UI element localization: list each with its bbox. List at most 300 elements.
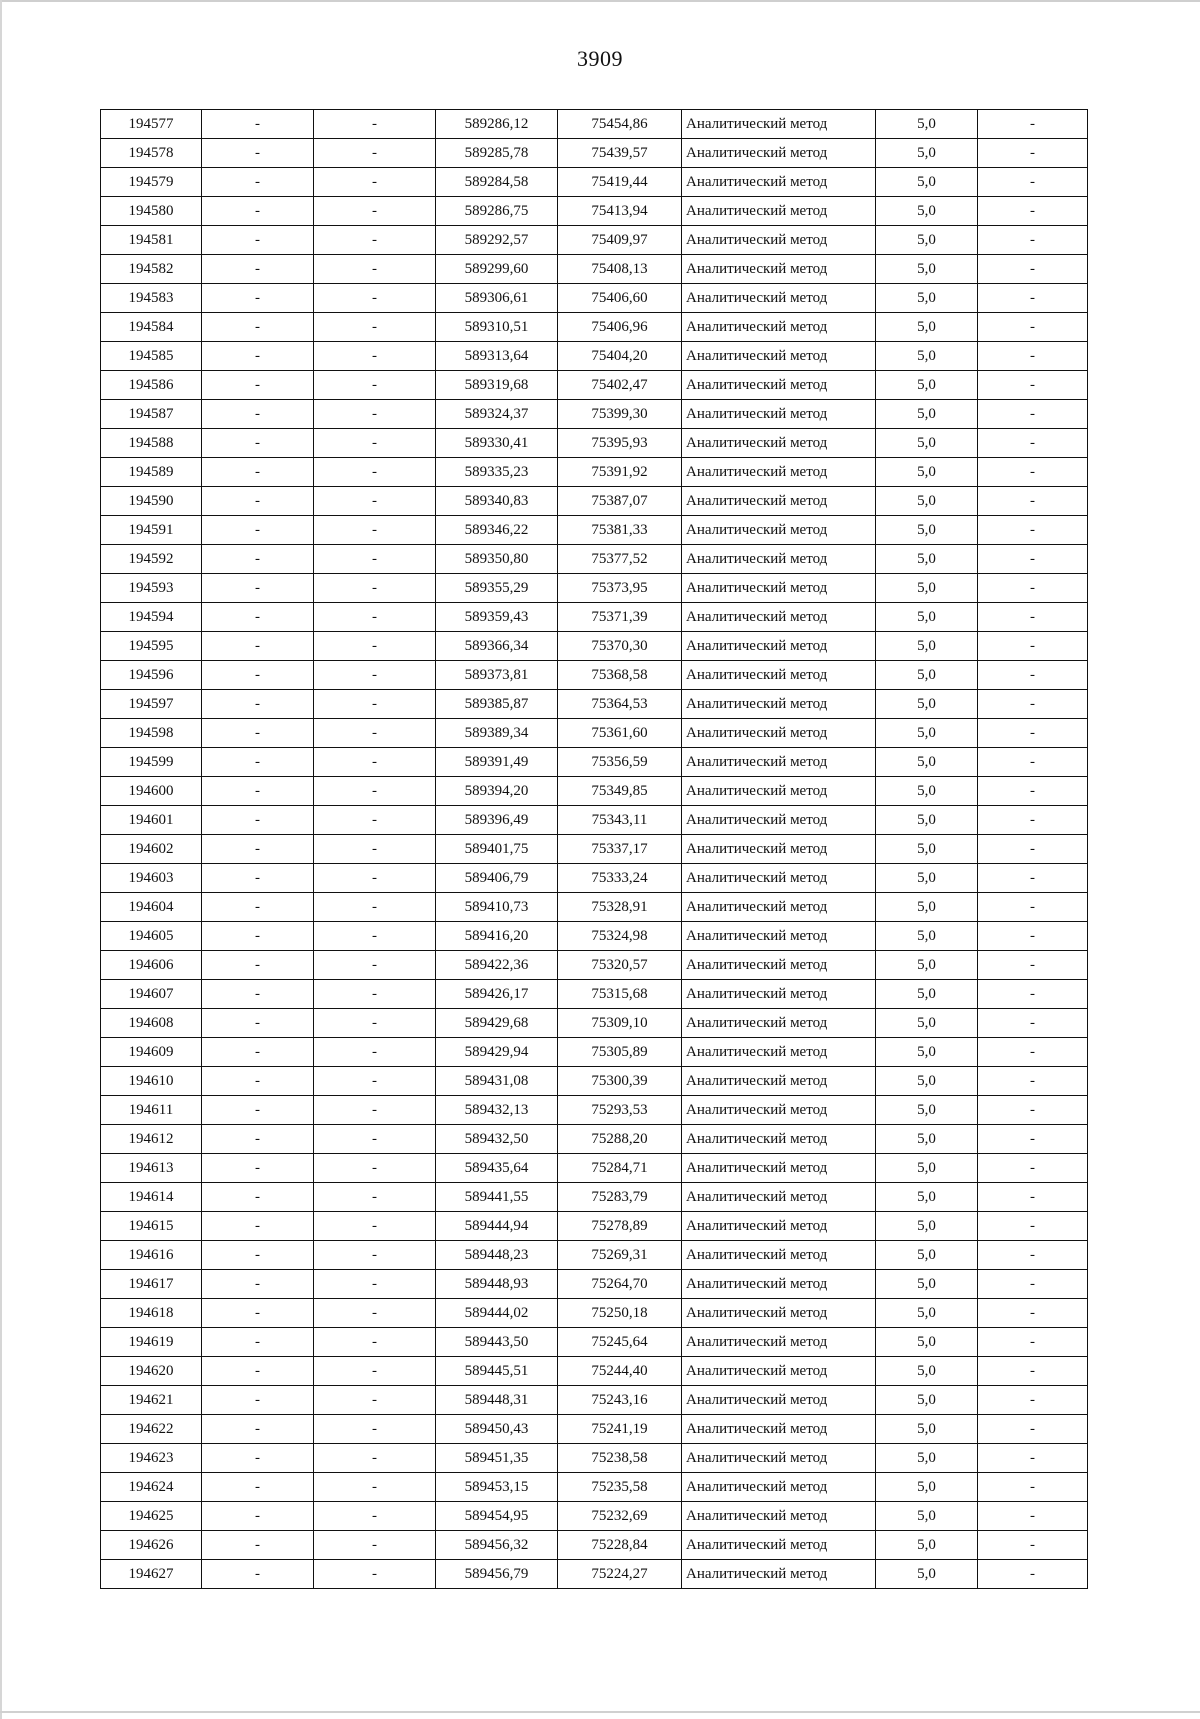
- table-row: [101, 603, 1088, 632]
- method-cell: Аналитический метод: [682, 342, 876, 371]
- page-number: 3909: [577, 46, 623, 71]
- point-number-cell: 194597: [101, 690, 202, 719]
- accuracy-cell: 5,0: [876, 1473, 978, 1502]
- col3-cell: -: [314, 139, 436, 168]
- accuracy-cell: 5,0: [876, 1444, 978, 1473]
- point-number-cell: 194612: [101, 1125, 202, 1154]
- table-body: [101, 110, 1088, 1589]
- col2-cell: -: [202, 632, 314, 661]
- x-coordinate-cell: 589431,08: [436, 1067, 558, 1096]
- col2-cell: -: [202, 951, 314, 980]
- point-number-cell: 194587: [101, 400, 202, 429]
- table-row: [101, 661, 1088, 690]
- col2-cell: -: [202, 400, 314, 429]
- point-number-cell: 194589: [101, 458, 202, 487]
- table-row: [101, 632, 1088, 661]
- col3-cell: -: [314, 255, 436, 284]
- accuracy-cell: 5,0: [876, 226, 978, 255]
- x-coordinate-cell: 589292,57: [436, 226, 558, 255]
- method-cell: Аналитический метод: [682, 632, 876, 661]
- table-row: [101, 1096, 1088, 1125]
- col3-cell: -: [314, 371, 436, 400]
- x-coordinate-cell: 589324,37: [436, 400, 558, 429]
- accuracy-cell: 5,0: [876, 400, 978, 429]
- table-row: [101, 1473, 1088, 1502]
- col3-cell: -: [314, 487, 436, 516]
- method-cell: Аналитический метод: [682, 922, 876, 951]
- x-coordinate-cell: 589448,93: [436, 1270, 558, 1299]
- x-coordinate-cell: 589373,81: [436, 661, 558, 690]
- x-coordinate-cell: 589330,41: [436, 429, 558, 458]
- col8-cell: -: [978, 284, 1088, 313]
- accuracy-cell: 5,0: [876, 1212, 978, 1241]
- col2-cell: -: [202, 1415, 314, 1444]
- point-number-cell: 194601: [101, 806, 202, 835]
- method-cell: Аналитический метод: [682, 516, 876, 545]
- x-coordinate-cell: 589448,23: [436, 1241, 558, 1270]
- accuracy-cell: 5,0: [876, 1096, 978, 1125]
- col8-cell: -: [978, 197, 1088, 226]
- col8-cell: -: [978, 1328, 1088, 1357]
- method-cell: Аналитический метод: [682, 284, 876, 313]
- accuracy-cell: 5,0: [876, 864, 978, 893]
- accuracy-cell: 5,0: [876, 1502, 978, 1531]
- col3-cell: -: [314, 1473, 436, 1502]
- col2-cell: -: [202, 545, 314, 574]
- method-cell: Аналитический метод: [682, 139, 876, 168]
- point-number-cell: 194619: [101, 1328, 202, 1357]
- col2-cell: -: [202, 1241, 314, 1270]
- table-row: [101, 197, 1088, 226]
- col2-cell: -: [202, 777, 314, 806]
- col2-cell: -: [202, 719, 314, 748]
- method-cell: Аналитический метод: [682, 197, 876, 226]
- y-coordinate-cell: 75439,57: [558, 139, 682, 168]
- x-coordinate-cell: 589401,75: [436, 835, 558, 864]
- col2-cell: -: [202, 458, 314, 487]
- point-number-cell: 194585: [101, 342, 202, 371]
- point-number-cell: 194621: [101, 1386, 202, 1415]
- table-row: [101, 284, 1088, 313]
- y-coordinate-cell: 75419,44: [558, 168, 682, 197]
- accuracy-cell: 5,0: [876, 980, 978, 1009]
- method-cell: Аналитический метод: [682, 1154, 876, 1183]
- table-row: [101, 922, 1088, 951]
- col8-cell: -: [978, 574, 1088, 603]
- point-number-cell: 194590: [101, 487, 202, 516]
- point-number-cell: 194596: [101, 661, 202, 690]
- point-number-cell: 194615: [101, 1212, 202, 1241]
- col8-cell: -: [978, 1357, 1088, 1386]
- x-coordinate-cell: 589306,61: [436, 284, 558, 313]
- col3-cell: -: [314, 632, 436, 661]
- x-coordinate-cell: 589435,64: [436, 1154, 558, 1183]
- method-cell: Аналитический метод: [682, 980, 876, 1009]
- col8-cell: -: [978, 835, 1088, 864]
- col8-cell: -: [978, 1444, 1088, 1473]
- accuracy-cell: 5,0: [876, 1328, 978, 1357]
- col2-cell: -: [202, 284, 314, 313]
- x-coordinate-cell: 589441,55: [436, 1183, 558, 1212]
- accuracy-cell: 5,0: [876, 661, 978, 690]
- method-cell: Аналитический метод: [682, 1009, 876, 1038]
- point-number-cell: 194606: [101, 951, 202, 980]
- accuracy-cell: 5,0: [876, 1154, 978, 1183]
- col3-cell: -: [314, 1096, 436, 1125]
- col2-cell: -: [202, 690, 314, 719]
- y-coordinate-cell: 75245,64: [558, 1328, 682, 1357]
- col8-cell: -: [978, 1270, 1088, 1299]
- col8-cell: -: [978, 719, 1088, 748]
- y-coordinate-cell: 75409,97: [558, 226, 682, 255]
- x-coordinate-cell: 589432,50: [436, 1125, 558, 1154]
- y-coordinate-cell: 75377,52: [558, 545, 682, 574]
- method-cell: Аналитический метод: [682, 545, 876, 574]
- method-cell: Аналитический метод: [682, 1328, 876, 1357]
- table-row: [101, 255, 1088, 284]
- point-number-cell: 194616: [101, 1241, 202, 1270]
- table-row: [101, 777, 1088, 806]
- accuracy-cell: 5,0: [876, 255, 978, 284]
- point-number-cell: 194577: [101, 110, 202, 139]
- accuracy-cell: 5,0: [876, 1125, 978, 1154]
- table-row: [101, 516, 1088, 545]
- x-coordinate-cell: 589429,68: [436, 1009, 558, 1038]
- y-coordinate-cell: 75337,17: [558, 835, 682, 864]
- col2-cell: -: [202, 342, 314, 371]
- point-number-cell: 194617: [101, 1270, 202, 1299]
- col2-cell: -: [202, 922, 314, 951]
- y-coordinate-cell: 75284,71: [558, 1154, 682, 1183]
- col3-cell: -: [314, 342, 436, 371]
- col3-cell: -: [314, 1067, 436, 1096]
- point-number-cell: 194610: [101, 1067, 202, 1096]
- col3-cell: -: [314, 516, 436, 545]
- col2-cell: -: [202, 1096, 314, 1125]
- accuracy-cell: 5,0: [876, 313, 978, 342]
- accuracy-cell: 5,0: [876, 777, 978, 806]
- col8-cell: -: [978, 1212, 1088, 1241]
- x-coordinate-cell: 589286,75: [436, 197, 558, 226]
- accuracy-cell: 5,0: [876, 487, 978, 516]
- accuracy-cell: 5,0: [876, 574, 978, 603]
- col8-cell: -: [978, 632, 1088, 661]
- method-cell: Аналитический метод: [682, 951, 876, 980]
- method-cell: Аналитический метод: [682, 487, 876, 516]
- accuracy-cell: 5,0: [876, 835, 978, 864]
- accuracy-cell: 5,0: [876, 922, 978, 951]
- col2-cell: -: [202, 487, 314, 516]
- point-number-cell: 194595: [101, 632, 202, 661]
- point-number-cell: 194584: [101, 313, 202, 342]
- method-cell: Аналитический метод: [682, 603, 876, 632]
- method-cell: Аналитический метод: [682, 893, 876, 922]
- x-coordinate-cell: 589284,58: [436, 168, 558, 197]
- col3-cell: -: [314, 719, 436, 748]
- table-row: [101, 719, 1088, 748]
- point-number-cell: 194599: [101, 748, 202, 777]
- x-coordinate-cell: 589444,02: [436, 1299, 558, 1328]
- accuracy-cell: 5,0: [876, 1560, 978, 1589]
- point-number-cell: 194609: [101, 1038, 202, 1067]
- y-coordinate-cell: 75238,58: [558, 1444, 682, 1473]
- y-coordinate-cell: 75406,60: [558, 284, 682, 313]
- y-coordinate-cell: 75356,59: [558, 748, 682, 777]
- table-row: [101, 1328, 1088, 1357]
- col2-cell: -: [202, 1009, 314, 1038]
- x-coordinate-cell: 589453,15: [436, 1473, 558, 1502]
- col8-cell: -: [978, 545, 1088, 574]
- table-row: [101, 371, 1088, 400]
- method-cell: Аналитический метод: [682, 1473, 876, 1502]
- y-coordinate-cell: 75264,70: [558, 1270, 682, 1299]
- x-coordinate-cell: 589359,43: [436, 603, 558, 632]
- method-cell: Аналитический метод: [682, 1560, 876, 1589]
- method-cell: Аналитический метод: [682, 661, 876, 690]
- point-number-cell: 194618: [101, 1299, 202, 1328]
- col2-cell: -: [202, 429, 314, 458]
- y-coordinate-cell: 75305,89: [558, 1038, 682, 1067]
- x-coordinate-cell: 589456,32: [436, 1531, 558, 1560]
- y-coordinate-cell: 75250,18: [558, 1299, 682, 1328]
- x-coordinate-cell: 589429,94: [436, 1038, 558, 1067]
- accuracy-cell: 5,0: [876, 1183, 978, 1212]
- table-row: [101, 313, 1088, 342]
- table-row: [101, 1531, 1088, 1560]
- accuracy-cell: 5,0: [876, 342, 978, 371]
- y-coordinate-cell: 75283,79: [558, 1183, 682, 1212]
- col8-cell: -: [978, 1096, 1088, 1125]
- point-number-cell: 194578: [101, 139, 202, 168]
- col2-cell: -: [202, 864, 314, 893]
- method-cell: Аналитический метод: [682, 255, 876, 284]
- col2-cell: -: [202, 748, 314, 777]
- x-coordinate-cell: 589451,35: [436, 1444, 558, 1473]
- col3-cell: -: [314, 545, 436, 574]
- accuracy-cell: 5,0: [876, 545, 978, 574]
- y-coordinate-cell: 75228,84: [558, 1531, 682, 1560]
- col8-cell: -: [978, 1502, 1088, 1531]
- col3-cell: -: [314, 1444, 436, 1473]
- col3-cell: -: [314, 893, 436, 922]
- accuracy-cell: 5,0: [876, 1067, 978, 1096]
- col2-cell: -: [202, 1560, 314, 1589]
- col8-cell: -: [978, 1415, 1088, 1444]
- x-coordinate-cell: 589456,79: [436, 1560, 558, 1589]
- col8-cell: -: [978, 429, 1088, 458]
- x-coordinate-cell: 589448,31: [436, 1386, 558, 1415]
- point-number-cell: 194583: [101, 284, 202, 313]
- point-number-cell: 194588: [101, 429, 202, 458]
- accuracy-cell: 5,0: [876, 110, 978, 139]
- col2-cell: -: [202, 1357, 314, 1386]
- col3-cell: -: [314, 1560, 436, 1589]
- table-row: [101, 429, 1088, 458]
- col2-cell: -: [202, 226, 314, 255]
- col8-cell: -: [978, 1125, 1088, 1154]
- method-cell: Аналитический метод: [682, 1212, 876, 1241]
- col8-cell: -: [978, 342, 1088, 371]
- y-coordinate-cell: 75364,53: [558, 690, 682, 719]
- point-number-cell: 194622: [101, 1415, 202, 1444]
- col2-cell: -: [202, 1473, 314, 1502]
- accuracy-cell: 5,0: [876, 806, 978, 835]
- col2-cell: -: [202, 197, 314, 226]
- table-row: [101, 458, 1088, 487]
- col2-cell: -: [202, 1154, 314, 1183]
- col8-cell: -: [978, 371, 1088, 400]
- col8-cell: -: [978, 748, 1088, 777]
- accuracy-cell: 5,0: [876, 168, 978, 197]
- col8-cell: -: [978, 400, 1088, 429]
- col3-cell: -: [314, 690, 436, 719]
- x-coordinate-cell: 589366,34: [436, 632, 558, 661]
- col2-cell: -: [202, 893, 314, 922]
- method-cell: Аналитический метод: [682, 864, 876, 893]
- accuracy-cell: 5,0: [876, 371, 978, 400]
- col8-cell: -: [978, 951, 1088, 980]
- point-number-cell: 194580: [101, 197, 202, 226]
- col3-cell: -: [314, 400, 436, 429]
- table-row: [101, 1415, 1088, 1444]
- col8-cell: -: [978, 313, 1088, 342]
- x-coordinate-cell: 589444,94: [436, 1212, 558, 1241]
- col3-cell: -: [314, 226, 436, 255]
- y-coordinate-cell: 75224,27: [558, 1560, 682, 1589]
- col2-cell: -: [202, 168, 314, 197]
- method-cell: Аналитический метод: [682, 1386, 876, 1415]
- x-coordinate-cell: 589391,49: [436, 748, 558, 777]
- point-number-cell: 194623: [101, 1444, 202, 1473]
- x-coordinate-cell: 589422,36: [436, 951, 558, 980]
- method-cell: Аналитический метод: [682, 313, 876, 342]
- col3-cell: -: [314, 1415, 436, 1444]
- col3-cell: -: [314, 1299, 436, 1328]
- method-cell: Аналитический метод: [682, 1067, 876, 1096]
- col2-cell: -: [202, 835, 314, 864]
- scan-edge-top: [0, 0, 1200, 2]
- x-coordinate-cell: 589385,87: [436, 690, 558, 719]
- accuracy-cell: 5,0: [876, 1299, 978, 1328]
- y-coordinate-cell: 75243,16: [558, 1386, 682, 1415]
- point-number-cell: 194591: [101, 516, 202, 545]
- table-row: [101, 690, 1088, 719]
- y-coordinate-cell: 75324,98: [558, 922, 682, 951]
- y-coordinate-cell: 75315,68: [558, 980, 682, 1009]
- table-row: [101, 487, 1088, 516]
- table-row: [101, 1067, 1088, 1096]
- table-row: [101, 864, 1088, 893]
- x-coordinate-cell: 589389,34: [436, 719, 558, 748]
- method-cell: Аналитический метод: [682, 400, 876, 429]
- col3-cell: -: [314, 429, 436, 458]
- accuracy-cell: 5,0: [876, 951, 978, 980]
- col8-cell: -: [978, 255, 1088, 284]
- col3-cell: -: [314, 1038, 436, 1067]
- col8-cell: -: [978, 690, 1088, 719]
- col2-cell: -: [202, 806, 314, 835]
- table-row: [101, 1357, 1088, 1386]
- y-coordinate-cell: 75278,89: [558, 1212, 682, 1241]
- method-cell: Аналитический метод: [682, 574, 876, 603]
- col3-cell: -: [314, 603, 436, 632]
- col8-cell: -: [978, 1386, 1088, 1415]
- method-cell: Аналитический метод: [682, 835, 876, 864]
- point-number-cell: 194579: [101, 168, 202, 197]
- y-coordinate-cell: 75371,39: [558, 603, 682, 632]
- col3-cell: -: [314, 313, 436, 342]
- col3-cell: -: [314, 458, 436, 487]
- method-cell: Аналитический метод: [682, 1299, 876, 1328]
- table-row: [101, 806, 1088, 835]
- col3-cell: -: [314, 922, 436, 951]
- point-number-cell: 194593: [101, 574, 202, 603]
- col3-cell: -: [314, 1183, 436, 1212]
- col2-cell: -: [202, 1444, 314, 1473]
- method-cell: Аналитический метод: [682, 1531, 876, 1560]
- x-coordinate-cell: 589443,50: [436, 1328, 558, 1357]
- table-row: [101, 1125, 1088, 1154]
- col8-cell: -: [978, 864, 1088, 893]
- y-coordinate-cell: 75361,60: [558, 719, 682, 748]
- col2-cell: -: [202, 1386, 314, 1415]
- col3-cell: -: [314, 1328, 436, 1357]
- point-number-cell: 194582: [101, 255, 202, 284]
- x-coordinate-cell: 589313,64: [436, 342, 558, 371]
- point-number-cell: 194607: [101, 980, 202, 1009]
- table-row: [101, 545, 1088, 574]
- table-row: [101, 1502, 1088, 1531]
- point-number-cell: 194608: [101, 1009, 202, 1038]
- y-coordinate-cell: 75333,24: [558, 864, 682, 893]
- col3-cell: -: [314, 574, 436, 603]
- col8-cell: -: [978, 226, 1088, 255]
- accuracy-cell: 5,0: [876, 1009, 978, 1038]
- point-number-cell: 194581: [101, 226, 202, 255]
- col2-cell: -: [202, 1038, 314, 1067]
- y-coordinate-cell: 75406,96: [558, 313, 682, 342]
- col3-cell: -: [314, 661, 436, 690]
- y-coordinate-cell: 75381,33: [558, 516, 682, 545]
- method-cell: Аналитический метод: [682, 719, 876, 748]
- method-cell: Аналитический метод: [682, 226, 876, 255]
- accuracy-cell: 5,0: [876, 139, 978, 168]
- col8-cell: -: [978, 1009, 1088, 1038]
- col3-cell: -: [314, 777, 436, 806]
- method-cell: Аналитический метод: [682, 371, 876, 400]
- col2-cell: -: [202, 661, 314, 690]
- col3-cell: -: [314, 168, 436, 197]
- point-number-cell: 194586: [101, 371, 202, 400]
- table-row: [101, 1270, 1088, 1299]
- y-coordinate-cell: 75269,31: [558, 1241, 682, 1270]
- method-cell: Аналитический метод: [682, 806, 876, 835]
- scan-edge-left: [0, 0, 2, 1719]
- y-coordinate-cell: 75399,30: [558, 400, 682, 429]
- accuracy-cell: 5,0: [876, 197, 978, 226]
- col3-cell: -: [314, 806, 436, 835]
- col8-cell: -: [978, 1067, 1088, 1096]
- y-coordinate-cell: 75288,20: [558, 1125, 682, 1154]
- method-cell: Аналитический метод: [682, 429, 876, 458]
- col3-cell: -: [314, 197, 436, 226]
- x-coordinate-cell: 589285,78: [436, 139, 558, 168]
- col2-cell: -: [202, 516, 314, 545]
- table-row: [101, 1444, 1088, 1473]
- table-row: [101, 110, 1088, 139]
- accuracy-cell: 5,0: [876, 1386, 978, 1415]
- accuracy-cell: 5,0: [876, 690, 978, 719]
